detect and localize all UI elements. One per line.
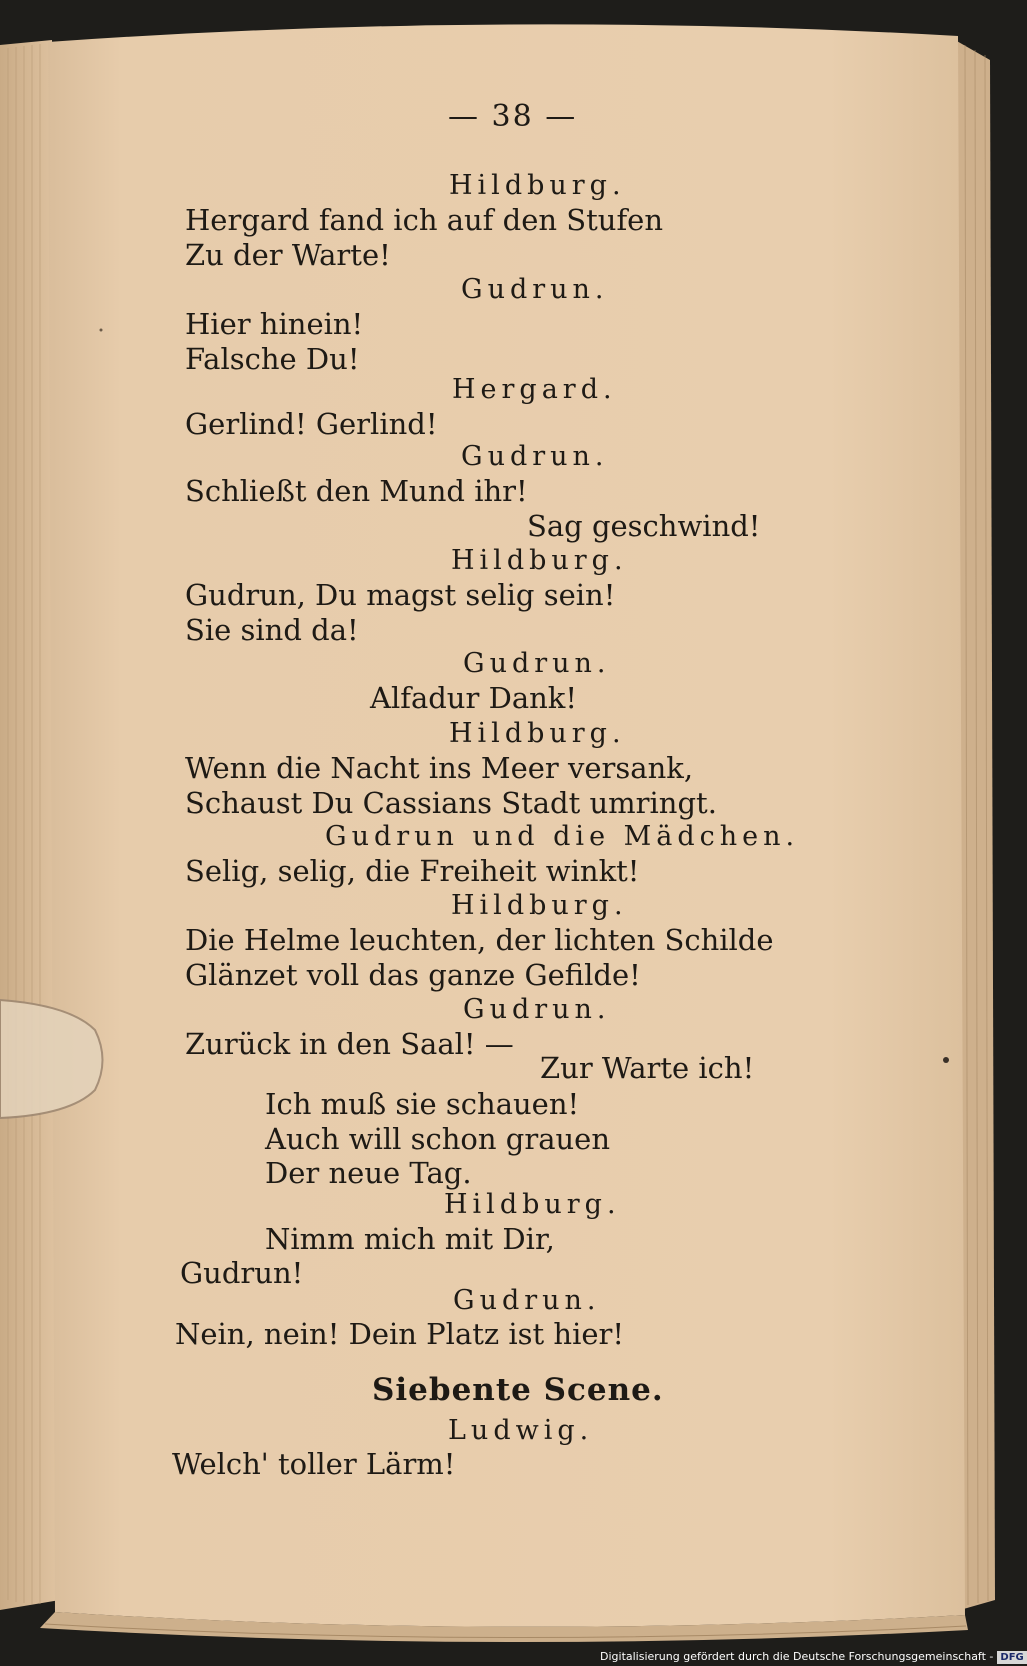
verse-line: Der neue Tag.: [265, 1156, 472, 1190]
verse-line: Alfadur Dank!: [370, 681, 578, 715]
verse-line: Falsche Du!: [185, 342, 360, 376]
speaker-name: Ludwig.: [448, 1415, 594, 1446]
speaker-name: Hergard.: [452, 374, 617, 405]
digitization-credit: [600, 1649, 1027, 1665]
verse-line: Gudrun!: [180, 1256, 304, 1290]
speaker-name: Gudrun.: [461, 441, 609, 472]
scene-heading: Siebente Scene.: [372, 1372, 664, 1408]
verse-line: Die Helme leuchten, der lichten Schilde: [185, 923, 774, 957]
speaker-name: Hildburg.: [451, 545, 628, 576]
verse-line: Sag geschwind!: [527, 509, 761, 543]
speaker-name: Gudrun.: [463, 994, 611, 1025]
verse-line: Welch' toller Lärm!: [172, 1447, 456, 1481]
verse-line: Schließt den Mund ihr!: [185, 474, 528, 508]
speaker-name: Hildburg.: [449, 718, 626, 749]
speaker-name: Gudrun.: [461, 274, 609, 305]
speaker-name: Gudrun.: [453, 1285, 601, 1316]
verse-line: Wenn die Nacht ins Meer versank,: [185, 751, 694, 785]
verse-line: Glänzet voll das ganze Gefilde!: [185, 958, 641, 992]
verse-line: Nein, nein! Dein Platz ist hier!: [175, 1317, 625, 1351]
speaker-name: Hildburg.: [444, 1189, 621, 1220]
speaker-name: Gudrun.: [463, 648, 611, 679]
verse-line: Zurück in den Saal! —: [185, 1027, 514, 1061]
verse-line: Zur Warte ich!: [540, 1051, 755, 1085]
credit-text: Digitalisierung gefördert durch die Deutsche Forschungsgemeinschaft -: [600, 1650, 994, 1663]
verse-line: Gudrun, Du magst selig sein!: [185, 578, 616, 612]
verse-line: Sie sind da!: [185, 613, 359, 647]
speaker-name: Hildburg.: [449, 170, 626, 201]
verse-line: Zu der Warte!: [185, 238, 391, 272]
dfg-logo: DFG: [997, 1651, 1026, 1664]
verse-line: Hier hinein!: [185, 307, 364, 341]
page-number: — 38 —: [448, 99, 578, 134]
speaker-name: Gudrun und die Mädchen.: [325, 821, 800, 852]
verse-line: Auch will schon grauen: [265, 1122, 611, 1156]
speaker-name: Hildburg.: [451, 890, 628, 921]
verse-line: Gerlind! Gerlind!: [185, 407, 438, 441]
verse-line: Ich muß sie schauen!: [265, 1087, 580, 1121]
verse-line: Selig, selig, die Freiheit winkt!: [185, 854, 640, 888]
verse-line: Schaust Du Cassians Stadt umringt.: [185, 786, 717, 820]
verse-line: Nimm mich mit Dir,: [265, 1222, 555, 1256]
verse-line: Hergard fand ich auf den Stufen: [185, 203, 664, 237]
